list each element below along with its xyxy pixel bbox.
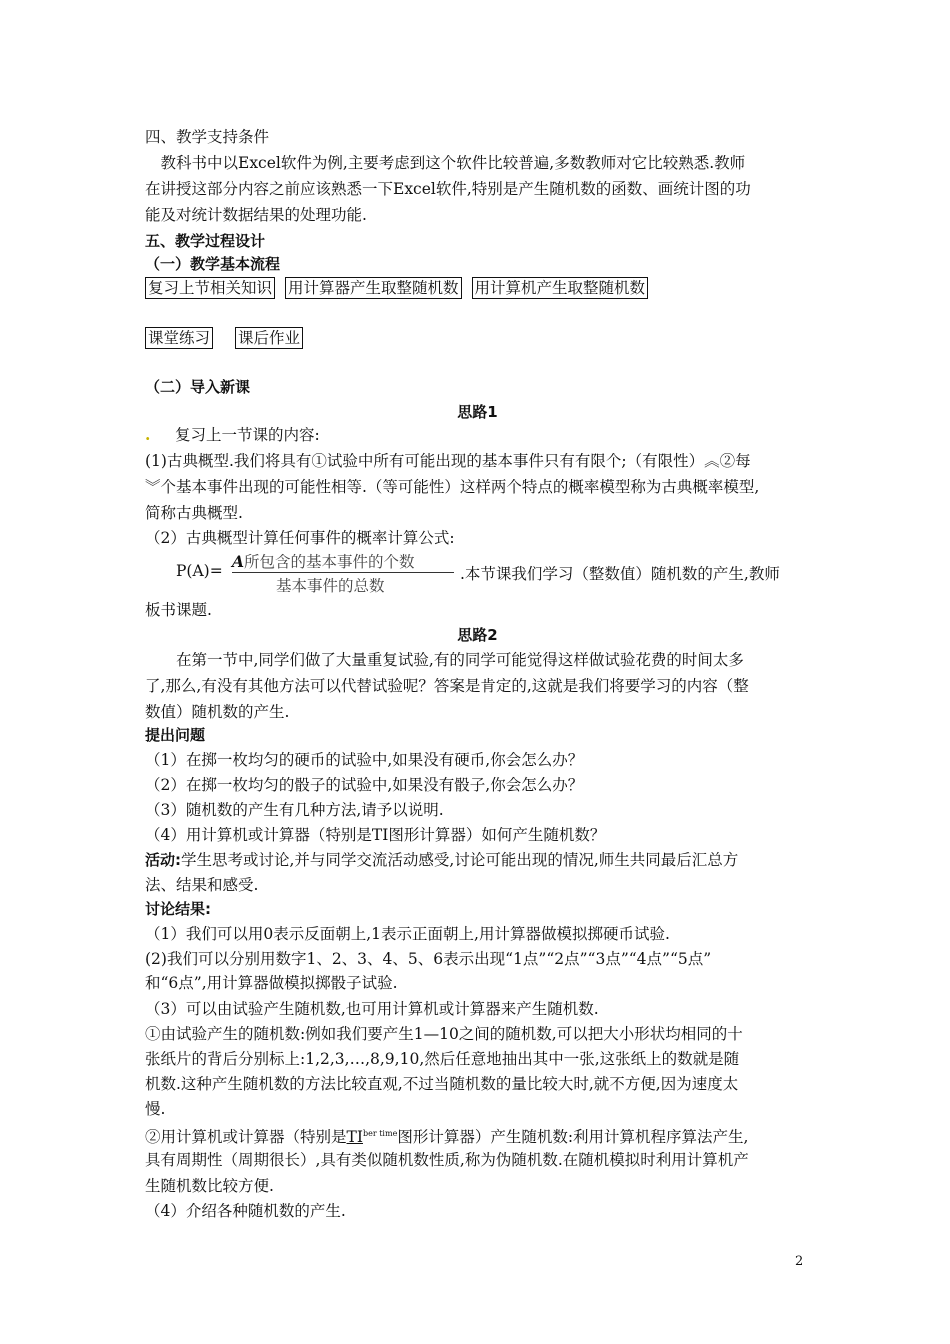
flow-box: 复习上节相关知识: [145, 277, 275, 299]
formula-trailing-text: .本节课我们学习（整数值）随机数的产生,教师: [460, 565, 780, 583]
result-item: （1）我们可以用0表示反面朝上,1表示正面朝上,用计算器做模拟掷硬币试验.: [145, 925, 670, 943]
flow-box: 课堂练习: [145, 327, 213, 349]
subsection-heading: （二）导入新课: [145, 378, 251, 396]
subsection-heading: （一）教学基本流程: [145, 255, 281, 273]
idea-title: 思路2: [457, 626, 498, 644]
idea-title: 思路1: [457, 403, 498, 421]
paragraph-line: 板书课题.: [145, 601, 212, 619]
paragraph-line: 了,那么,有没有其他方法可以代替试验呢？答案是肯定的,这就是我们将要学习的内容（整: [145, 677, 749, 695]
paragraph-line: ︾个基本事件出现的可能性相等.（等可能性）这样两个特点的概率模型称为古典概率模型,: [145, 478, 760, 496]
paragraph-line: 简称古典概型.: [145, 504, 243, 522]
result-item: 慢.: [145, 1100, 166, 1118]
formula-numerator-text: 所包含的基本事件的个数: [244, 553, 415, 571]
paragraph-line: [145, 847, 810, 873]
paragraph-line: 法、结果和感受.: [145, 876, 259, 894]
line-text: 学生思考或讨论,并与同学交流活动感受,讨论可能出现的情况,师生共同最后汇总方: [181, 851, 739, 869]
result-item: [145, 1121, 810, 1150]
formula-event-symbol: A: [232, 552, 245, 571]
section-heading: 讨论结果:: [145, 900, 211, 918]
section-heading: 提出问题: [145, 726, 206, 744]
question-item: （4）用计算机或计算器（特别是TI图形计算器）如何产生随机数？: [145, 826, 606, 844]
formula-left: P(A)=: [176, 562, 223, 580]
result-item: （3）可以由试验产生随机数,也可用计算机或计算器来产生随机数.: [145, 1000, 599, 1018]
question-item: （3）随机数的产生有几种方法,请予以说明.: [145, 801, 444, 819]
result-item: 生随机数比较方便.: [145, 1177, 274, 1195]
question-item: （2）在掷一枚均匀的骰子的试验中,如果没有骰子,你会怎么办？: [145, 776, 584, 794]
section-heading: 四、教学支持条件: [145, 128, 270, 146]
flow-chart-row: [145, 275, 810, 301]
result-item: 和“6点”,用计算器做模拟掷骰子试验.: [145, 974, 398, 992]
result-item: 张纸片的背后分别标上:1,2,3,…,8,9,10,然后任意地抽出其中一张,这张纸上的数就是随: [145, 1050, 740, 1068]
formula-numerator: [232, 550, 415, 572]
fraction-bar: [232, 572, 454, 573]
page-number: 2: [795, 1254, 804, 1269]
flow-box: 用计算器产生取整随机数: [285, 277, 462, 299]
question-item: （1）在掷一枚均匀的硬币的试验中,如果没有硬币,你会怎么办？: [145, 751, 584, 769]
section-heading: 五、教学过程设计: [145, 232, 266, 250]
result-item: （4）介绍各种随机数的产生.: [145, 1202, 346, 1220]
flow-box: 课后作业: [235, 327, 303, 349]
paragraph-line: [145, 422, 810, 448]
flow-box: 用计算机产生取整随机数: [472, 277, 649, 299]
result-item: ①由试验产生的随机数:例如我们要产生1—10之间的随机数,可以把大小形状均相同的十: [145, 1025, 743, 1043]
paragraph-line: （2）古典概型计算任何事件的概率计算公式:: [145, 529, 455, 547]
result-item: 机数.这种产生随机数的方法比较直观,不过当随机数的量比较大时,就不方便,因为速度太: [145, 1075, 739, 1093]
formula-denominator: 基本事件的总数: [276, 577, 385, 595]
ti-text: TI: [346, 1128, 363, 1147]
paragraph-line: 在讲授这部分内容之前应该熟悉一下Excel软件,特别是产生随机数的函数、画统计图的功: [145, 180, 751, 198]
bullet-mark: .: [145, 425, 151, 444]
paragraph-line: (1)古典概型.我们将具有①试验中所有可能出现的基本事件只有有限个;（有限性）︽②每: [145, 452, 751, 470]
paragraph-line: 能及对统计数据结果的处理功能.: [145, 206, 367, 224]
line-text: ②用计算机或计算器（特别是: [145, 1128, 347, 1147]
result-item: 具有周期性（周期很长）,具有类似随机数性质,称为伪随机数.在随机模拟时利用计算机产: [145, 1151, 749, 1169]
line-text: 复习上一节课的内容:: [175, 426, 320, 444]
flow-chart-row: [145, 325, 810, 351]
line-text: 图形计算器）产生随机数:利用计算机程序算法产生,: [397, 1128, 749, 1147]
result-item: (2)我们可以分别用数字1、2、3、4、5、6表示出现“1点”“2点”“3点”“4点”“5点”: [145, 950, 712, 968]
paragraph-line: 在第一节中,同学们做了大量重复试验,有的同学可能觉得这样做试验花费的时间太多: [145, 651, 744, 669]
paragraph-line: 教科书中以Excel软件为例,主要考虑到这个软件比较普遍,多数教师对它比较熟悉.教师: [145, 154, 746, 172]
activity-label: 活动:: [145, 851, 181, 869]
paragraph-line: 数值）随机数的产生.: [145, 703, 290, 721]
small-artifact-text: ber time: [362, 1129, 398, 1138]
